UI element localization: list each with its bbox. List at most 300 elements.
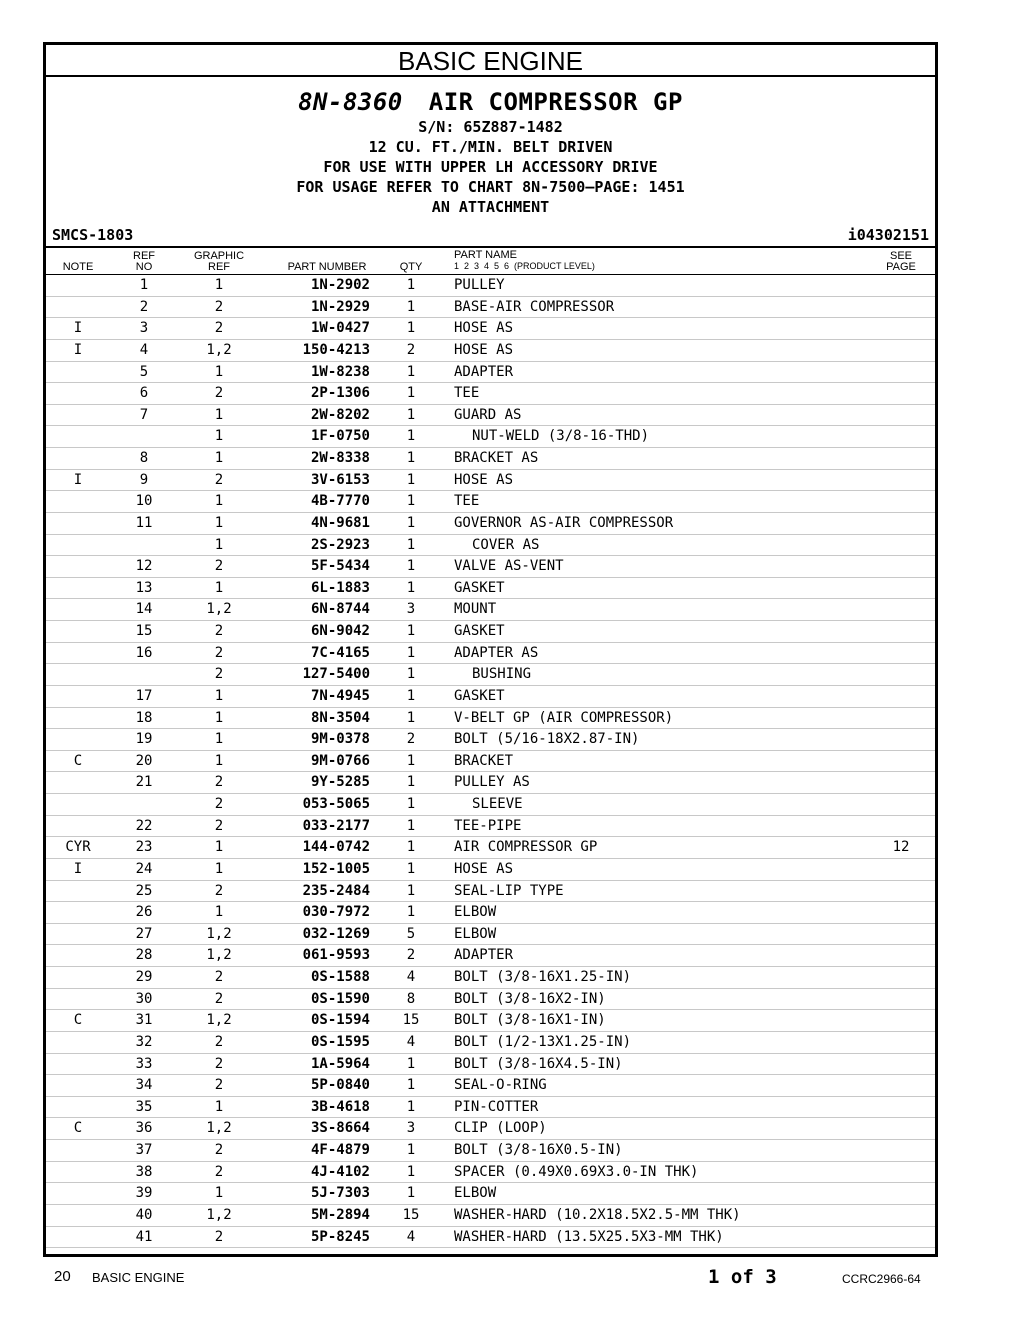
header-divider bbox=[46, 246, 935, 248]
part-name-cell: ELBOW bbox=[454, 1185, 497, 1202]
graphic-ref-cell: 2 bbox=[214, 320, 224, 337]
part-number-cell: 127-5400 bbox=[302, 666, 370, 683]
table-row bbox=[46, 1140, 935, 1162]
ref-no-cell: 18 bbox=[135, 709, 153, 726]
graphic-ref-cell: 1 bbox=[214, 493, 224, 510]
part-number-cell: 152-1005 bbox=[302, 860, 370, 877]
parts-table-body bbox=[46, 275, 935, 1248]
graphic-ref-cell: 2 bbox=[214, 298, 224, 315]
table-row bbox=[46, 1227, 935, 1249]
part-name-cell: SPACER (0.49X0.69X3.0-IN THK) bbox=[454, 1163, 699, 1180]
graphic-ref-cell: 1 bbox=[214, 904, 224, 921]
description-line: 12 CU. FT./MIN. BELT DRIVEN bbox=[368, 138, 613, 156]
qty-cell: 1 bbox=[406, 493, 416, 510]
graphic-ref-cell: 2 bbox=[214, 1077, 224, 1094]
part-name-cell: ADAPTER bbox=[454, 363, 514, 380]
ref-no-cell: 13 bbox=[135, 579, 153, 596]
ref-no-cell: 31 bbox=[135, 1012, 153, 1029]
usage-line: FOR USE WITH UPPER LH ACCESSORY DRIVE bbox=[323, 158, 658, 176]
qty-cell: 5 bbox=[406, 925, 416, 942]
part-name-cell: BRACKET bbox=[454, 752, 514, 769]
part-name-cell: HOSE AS bbox=[454, 341, 514, 358]
table-row bbox=[46, 599, 935, 621]
ref-no-cell: 2 bbox=[139, 298, 149, 315]
ref-no-cell: 14 bbox=[135, 601, 153, 618]
group-title bbox=[46, 87, 935, 117]
table-row bbox=[46, 297, 935, 319]
part-name-cell: BRACKET AS bbox=[454, 450, 539, 466]
qty-cell: 1 bbox=[406, 363, 416, 380]
ref-no-cell: 6 bbox=[139, 385, 149, 402]
graphic-ref-cell: 1,2 bbox=[206, 341, 232, 358]
part-number-cell: 5J-7303 bbox=[310, 1185, 370, 1202]
table-row bbox=[46, 491, 935, 513]
table-row bbox=[46, 643, 935, 665]
part-number-cell: 7C-4165 bbox=[310, 644, 370, 661]
table-row bbox=[46, 708, 935, 730]
footer-section: BASIC ENGINE bbox=[92, 1270, 185, 1285]
graphic-ref-cell: 2 bbox=[214, 558, 224, 575]
table-row bbox=[46, 362, 935, 384]
qty-cell: 1 bbox=[406, 1055, 416, 1072]
col-ref-no-1: REF bbox=[133, 250, 155, 262]
qty-cell: 1 bbox=[406, 709, 416, 726]
ref-no-cell: 25 bbox=[135, 882, 153, 899]
graphic-ref-cell: 2 bbox=[214, 817, 224, 834]
col-graphic-ref-1: GRAPHIC bbox=[193, 250, 245, 262]
ref-no-cell: 41 bbox=[135, 1228, 153, 1245]
part-name-cell: SEAL-LIP TYPE bbox=[454, 882, 564, 899]
graphic-ref-cell: 1,2 bbox=[206, 1206, 232, 1223]
col-qty: QTY bbox=[399, 261, 423, 273]
part-number-cell: 6N-8744 bbox=[310, 601, 370, 618]
part-name-cell: NUT-WELD (3/8-16-THD) bbox=[472, 428, 650, 445]
graphic-ref-cell: 1 bbox=[214, 536, 224, 553]
table-row bbox=[46, 989, 935, 1011]
part-name-cell: ADAPTER bbox=[454, 947, 514, 964]
table-row bbox=[46, 578, 935, 600]
part-name-cell: GASKET bbox=[454, 623, 505, 639]
part-number-cell: 9M-0378 bbox=[310, 731, 370, 748]
ref-no-cell: 24 bbox=[135, 860, 153, 877]
table-row bbox=[46, 664, 935, 686]
part-name-cell: BOLT (3/8-16X4.5-IN) bbox=[454, 1055, 623, 1072]
table-row bbox=[46, 924, 935, 946]
qty-cell: 1 bbox=[406, 558, 416, 575]
part-name-cell: AIR COMPRESSOR GP bbox=[454, 839, 598, 856]
graphic-ref-cell: 2 bbox=[214, 644, 224, 661]
table-row bbox=[46, 1010, 935, 1032]
qty-cell: 1 bbox=[406, 406, 416, 423]
qty-cell: 8 bbox=[406, 990, 416, 1007]
graphic-ref-cell: 2 bbox=[214, 666, 224, 683]
ref-no-cell: 29 bbox=[135, 969, 153, 985]
graphic-ref-cell: 1 bbox=[214, 752, 224, 769]
table-row bbox=[46, 967, 935, 989]
graphic-ref-cell: 2 bbox=[214, 969, 224, 985]
graphic-ref-cell: 1 bbox=[214, 860, 224, 877]
part-name-cell: WASHER-HARD (13.5X25.5X3-MM THK) bbox=[454, 1228, 724, 1245]
part-number-cell: 3V-6153 bbox=[310, 471, 370, 488]
part-number-cell: 030-7972 bbox=[302, 904, 370, 921]
col-ref-no-2: NO bbox=[135, 261, 153, 273]
part-number-cell: 8N-3504 bbox=[310, 709, 370, 726]
ref-no-cell: 9 bbox=[139, 471, 149, 488]
table-row bbox=[46, 859, 935, 881]
part-name-cell: V-BELT GP (AIR COMPRESSOR) bbox=[454, 709, 674, 726]
table-row bbox=[46, 751, 935, 773]
ref-no-cell: 15 bbox=[135, 623, 153, 639]
footer-code: CCRC2966-64 bbox=[842, 1272, 921, 1286]
graphic-ref-cell: 2 bbox=[214, 1055, 224, 1072]
qty-cell: 1 bbox=[406, 752, 416, 769]
note-cell: I bbox=[73, 320, 83, 337]
part-number-cell: 9Y-5285 bbox=[310, 774, 370, 791]
part-name-cell: VALVE AS-VENT bbox=[454, 558, 564, 575]
note-cell: CYR bbox=[65, 839, 91, 856]
qty-cell: 1 bbox=[406, 514, 416, 531]
table-row bbox=[46, 837, 935, 859]
part-name-cell: GUARD AS bbox=[454, 406, 522, 423]
part-number-cell: 144-0742 bbox=[302, 839, 370, 856]
see-page-cell: 12 bbox=[892, 839, 910, 856]
note-cell: I bbox=[73, 341, 83, 358]
part-number-cell: 053-5065 bbox=[302, 796, 370, 812]
part-number-cell: 5P-0840 bbox=[310, 1077, 370, 1094]
table-row bbox=[46, 318, 935, 340]
graphic-ref-cell: 2 bbox=[214, 796, 224, 812]
ref-no-cell: 20 bbox=[135, 752, 153, 769]
graphic-ref-cell: 2 bbox=[214, 623, 224, 639]
col-part-number: PART NUMBER bbox=[287, 261, 367, 273]
part-name-cell: ADAPTER AS bbox=[454, 644, 539, 661]
part-number-cell: 1N-2902 bbox=[310, 277, 370, 293]
table-row bbox=[46, 794, 935, 816]
graphic-ref-cell: 1 bbox=[214, 428, 224, 445]
graphic-ref-cell: 1 bbox=[214, 579, 224, 596]
graphic-ref-cell: 1 bbox=[214, 709, 224, 726]
part-number-cell: 0S-1588 bbox=[310, 969, 370, 985]
part-number-cell: 1A-5964 bbox=[310, 1055, 370, 1072]
qty-cell: 1 bbox=[406, 536, 416, 553]
qty-cell: 1 bbox=[406, 320, 416, 337]
table-row bbox=[46, 513, 935, 535]
chart-reference-line: FOR USAGE REFER TO CHART 8N-7500—PAGE: 1451 bbox=[296, 178, 685, 196]
part-name-cell: GASKET bbox=[454, 687, 505, 704]
qty-cell: 1 bbox=[406, 687, 416, 704]
footer-page-of: 1 of 3 bbox=[708, 1266, 777, 1288]
graphic-ref-cell: 2 bbox=[214, 1142, 224, 1158]
part-number-cell: 5F-5434 bbox=[310, 558, 370, 575]
footer-page-number: 20 bbox=[54, 1268, 71, 1285]
ref-no-cell: 16 bbox=[135, 644, 153, 661]
qty-cell: 15 bbox=[402, 1012, 420, 1029]
ref-no-cell: 21 bbox=[135, 774, 153, 791]
ref-no-cell: 8 bbox=[139, 450, 149, 466]
table-row bbox=[46, 383, 935, 405]
qty-cell: 3 bbox=[406, 1120, 416, 1137]
table-row bbox=[46, 1205, 935, 1227]
col-product-level: 1 2 3 4 5 6 (PRODUCT LEVEL) bbox=[454, 261, 595, 271]
part-number-cell: 5M-2894 bbox=[310, 1206, 370, 1223]
table-row bbox=[46, 881, 935, 903]
ref-no-cell: 34 bbox=[135, 1077, 153, 1094]
table-row bbox=[46, 426, 935, 448]
ref-no-cell: 27 bbox=[135, 925, 153, 942]
part-number-cell: 033-2177 bbox=[302, 817, 370, 834]
graphic-ref-cell: 2 bbox=[214, 1163, 224, 1180]
ref-no-cell: 4 bbox=[139, 341, 149, 358]
part-name-cell: BOLT (3/8-16X2-IN) bbox=[454, 990, 606, 1007]
qty-cell: 1 bbox=[406, 471, 416, 488]
ref-no-cell: 23 bbox=[135, 839, 153, 856]
part-name-cell: TEE bbox=[454, 493, 480, 510]
table-row bbox=[46, 945, 935, 967]
part-name-cell: BOLT (3/8-16X1.25-IN) bbox=[454, 969, 632, 985]
note-cell: C bbox=[73, 1120, 83, 1137]
ref-no-cell: 32 bbox=[135, 1033, 153, 1050]
part-number-cell: 150-4213 bbox=[302, 341, 370, 358]
part-name-cell: BOLT (5/16-18X2.87-IN) bbox=[454, 731, 640, 748]
table-row bbox=[46, 1118, 935, 1140]
qty-cell: 1 bbox=[406, 579, 416, 596]
note-cell: I bbox=[73, 471, 83, 488]
title-block bbox=[46, 77, 935, 217]
graphic-ref-cell: 2 bbox=[214, 990, 224, 1007]
table-row bbox=[46, 1097, 935, 1119]
qty-cell: 2 bbox=[406, 947, 416, 964]
part-number-cell: 4B-7770 bbox=[310, 493, 370, 510]
qty-cell: 4 bbox=[406, 1033, 416, 1050]
document-id: i04302151 bbox=[847, 226, 929, 244]
graphic-ref-cell: 1 bbox=[214, 1098, 224, 1115]
part-number-cell: 2W-8338 bbox=[310, 450, 370, 466]
qty-cell: 1 bbox=[406, 904, 416, 921]
qty-cell: 1 bbox=[406, 623, 416, 639]
graphic-ref-cell: 1 bbox=[214, 406, 224, 423]
qty-cell: 1 bbox=[406, 666, 416, 683]
graphic-ref-cell: 1 bbox=[214, 450, 224, 466]
ref-no-cell: 7 bbox=[139, 406, 149, 423]
part-name-cell: BASE-AIR COMPRESSOR bbox=[454, 298, 615, 315]
qty-cell: 1 bbox=[406, 428, 416, 445]
part-name-cell: PIN-COTTER bbox=[454, 1098, 539, 1115]
part-name-cell: BOLT (3/8-16X1-IN) bbox=[454, 1012, 606, 1029]
attachment-line: AN ATTACHMENT bbox=[431, 198, 550, 216]
part-name-cell: BUSHING bbox=[472, 666, 532, 683]
part-name-cell: GOVERNOR AS-AIR COMPRESSOR bbox=[454, 514, 674, 531]
part-number-cell: 3S-8664 bbox=[310, 1120, 370, 1137]
smcs-row bbox=[52, 226, 929, 246]
qty-cell: 1 bbox=[406, 839, 416, 856]
page-footer bbox=[0, 1262, 1020, 1292]
qty-cell: 1 bbox=[406, 1098, 416, 1115]
table-row bbox=[46, 1054, 935, 1076]
note-cell: I bbox=[73, 860, 83, 877]
graphic-ref-cell: 2 bbox=[214, 882, 224, 899]
part-number-cell: 0S-1590 bbox=[310, 990, 370, 1007]
graphic-ref-cell: 2 bbox=[214, 1033, 224, 1050]
ref-no-cell: 17 bbox=[135, 687, 153, 704]
table-row bbox=[46, 772, 935, 794]
qty-cell: 4 bbox=[406, 1228, 416, 1245]
graphic-ref-cell: 1 bbox=[214, 363, 224, 380]
qty-cell: 2 bbox=[406, 731, 416, 748]
ref-no-cell: 28 bbox=[135, 947, 153, 964]
part-name-cell: PULLEY AS bbox=[454, 774, 530, 791]
part-number-cell: 6L-1883 bbox=[310, 579, 370, 596]
part-name-cell: ELBOW bbox=[454, 925, 497, 942]
qty-cell: 1 bbox=[406, 1142, 416, 1158]
col-graphic-ref-2: REF bbox=[208, 261, 230, 273]
qty-cell: 1 bbox=[406, 882, 416, 899]
part-name-cell: TEE-PIPE bbox=[454, 817, 522, 834]
note-cell: C bbox=[73, 1012, 83, 1029]
group-part-number: 8N-8360 bbox=[298, 88, 403, 116]
part-name-cell: WASHER-HARD (10.2X18.5X2.5-MM THK) bbox=[454, 1206, 741, 1223]
part-number-cell: 2W-8202 bbox=[310, 406, 370, 423]
qty-cell: 1 bbox=[406, 1185, 416, 1202]
parts-page-frame bbox=[43, 42, 938, 1257]
part-name-cell: GASKET bbox=[454, 579, 505, 596]
part-number-cell: 5P-8245 bbox=[310, 1228, 370, 1245]
ref-no-cell: 11 bbox=[135, 514, 153, 531]
group-name: AIR COMPRESSOR GP bbox=[428, 88, 683, 116]
graphic-ref-cell: 1,2 bbox=[206, 1012, 232, 1029]
graphic-ref-cell: 1 bbox=[214, 514, 224, 531]
qty-cell: 2 bbox=[406, 341, 416, 358]
graphic-ref-cell: 1 bbox=[214, 1185, 224, 1202]
qty-cell: 1 bbox=[406, 1163, 416, 1180]
ref-no-cell: 35 bbox=[135, 1098, 153, 1115]
part-name-cell: COVER AS bbox=[472, 536, 540, 553]
col-note: NOTE bbox=[62, 261, 94, 273]
column-header bbox=[46, 249, 935, 277]
part-number-cell: 1W-8238 bbox=[310, 363, 370, 380]
table-row bbox=[46, 275, 935, 297]
part-name-cell: HOSE AS bbox=[454, 320, 514, 337]
table-row bbox=[46, 448, 935, 470]
qty-cell: 3 bbox=[406, 601, 416, 618]
part-number-cell: 1W-0427 bbox=[310, 320, 370, 337]
ref-no-cell: 33 bbox=[135, 1055, 153, 1072]
qty-cell: 1 bbox=[406, 1077, 416, 1094]
qty-cell: 1 bbox=[406, 644, 416, 661]
graphic-ref-cell: 1 bbox=[214, 731, 224, 748]
part-number-cell: 6N-9042 bbox=[310, 623, 370, 639]
part-number-cell: 0S-1594 bbox=[310, 1012, 370, 1029]
qty-cell: 1 bbox=[406, 277, 416, 293]
part-number-cell: 1F-0750 bbox=[310, 428, 370, 445]
ref-no-cell: 26 bbox=[135, 904, 153, 921]
part-name-cell: SEAL-O-RING bbox=[454, 1077, 547, 1094]
table-row bbox=[46, 686, 935, 708]
table-row bbox=[46, 340, 935, 362]
graphic-ref-cell: 1 bbox=[214, 839, 224, 856]
ref-no-cell: 22 bbox=[135, 817, 153, 834]
table-row bbox=[46, 816, 935, 838]
part-number-cell: 4N-9681 bbox=[310, 514, 370, 531]
table-row bbox=[46, 729, 935, 751]
table-row bbox=[46, 1075, 935, 1097]
col-part-name: PART NAME bbox=[454, 249, 517, 261]
note-cell: C bbox=[73, 752, 83, 769]
graphic-ref-cell: 1,2 bbox=[206, 925, 232, 942]
part-name-cell: CLIP (LOOP) bbox=[454, 1120, 547, 1137]
table-row bbox=[46, 470, 935, 492]
ref-no-cell: 39 bbox=[135, 1185, 153, 1202]
part-name-cell: HOSE AS bbox=[454, 860, 514, 877]
qty-cell: 1 bbox=[406, 450, 416, 466]
part-name-cell: BOLT (3/8-16X0.5-IN) bbox=[454, 1142, 623, 1158]
part-number-cell: 032-1269 bbox=[302, 925, 370, 942]
ref-no-cell: 5 bbox=[139, 363, 149, 380]
qty-cell: 1 bbox=[406, 774, 416, 791]
qty-cell: 1 bbox=[406, 298, 416, 315]
smcs-code: SMCS-1803 bbox=[52, 226, 134, 244]
ref-no-cell: 1 bbox=[139, 277, 149, 293]
ref-no-cell: 3 bbox=[139, 320, 149, 337]
part-name-cell: PULLEY bbox=[454, 277, 505, 293]
col-see-page-2: PAGE bbox=[886, 261, 916, 273]
table-row bbox=[46, 1162, 935, 1184]
graphic-ref-cell: 1,2 bbox=[206, 601, 232, 618]
ref-no-cell: 38 bbox=[135, 1163, 153, 1180]
qty-cell: 1 bbox=[406, 817, 416, 834]
part-number-cell: 061-9593 bbox=[302, 947, 370, 964]
qty-cell: 1 bbox=[406, 796, 416, 812]
ref-no-cell: 36 bbox=[135, 1120, 153, 1137]
graphic-ref-cell: 1,2 bbox=[206, 1120, 232, 1137]
graphic-ref-cell: 2 bbox=[214, 471, 224, 488]
graphic-ref-cell: 2 bbox=[214, 774, 224, 791]
table-row bbox=[46, 1183, 935, 1205]
qty-cell: 1 bbox=[406, 385, 416, 402]
part-name-cell: SLEEVE bbox=[472, 796, 523, 812]
part-name-cell: BOLT (1/2-13X1.25-IN) bbox=[454, 1033, 632, 1050]
ref-no-cell: 12 bbox=[135, 558, 153, 575]
part-number-cell: 0S-1595 bbox=[310, 1033, 370, 1050]
graphic-ref-cell: 1 bbox=[214, 277, 224, 293]
part-number-cell: 1N-2929 bbox=[310, 298, 370, 315]
part-name-cell: MOUNT bbox=[454, 601, 497, 618]
ref-no-cell: 19 bbox=[135, 731, 153, 748]
serial-number-line: S/N: 65Z887-1482 bbox=[418, 118, 563, 136]
qty-cell: 15 bbox=[402, 1206, 420, 1223]
part-number-cell: 235-2484 bbox=[302, 882, 370, 899]
part-name-cell: HOSE AS bbox=[454, 471, 514, 488]
part-name-cell: ELBOW bbox=[454, 904, 497, 921]
part-number-cell: 7N-4945 bbox=[310, 687, 370, 704]
ref-no-cell: 40 bbox=[135, 1206, 153, 1223]
table-row bbox=[46, 621, 935, 643]
graphic-ref-cell: 2 bbox=[214, 1228, 224, 1245]
graphic-ref-cell: 1 bbox=[214, 687, 224, 704]
graphic-ref-cell: 2 bbox=[214, 385, 224, 402]
part-number-cell: 4F-4879 bbox=[310, 1142, 370, 1158]
table-row bbox=[46, 405, 935, 427]
graphic-ref-cell: 1,2 bbox=[206, 947, 232, 964]
section-title: BASIC ENGINE bbox=[46, 45, 935, 77]
table-row bbox=[46, 535, 935, 557]
ref-no-cell: 10 bbox=[135, 493, 153, 510]
col-see-page-1: SEE bbox=[889, 250, 912, 262]
part-number-cell: 2P-1306 bbox=[310, 385, 370, 402]
ref-no-cell: 30 bbox=[135, 990, 153, 1007]
part-name-cell: TEE bbox=[454, 385, 480, 402]
table-row bbox=[46, 902, 935, 924]
qty-cell: 4 bbox=[406, 969, 416, 985]
